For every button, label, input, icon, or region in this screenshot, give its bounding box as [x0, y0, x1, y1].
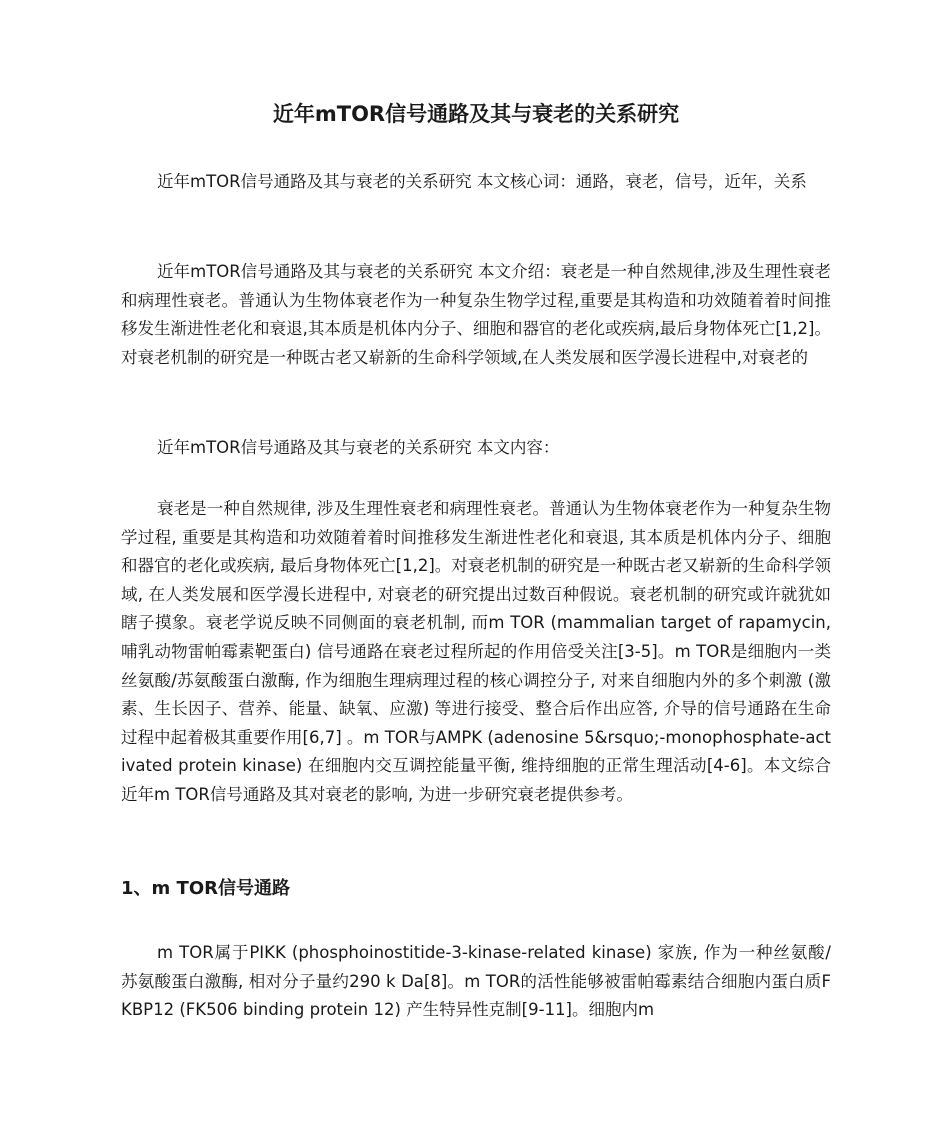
body-paragraph: 衰老是一种自然规律, 涉及生理性衰老和病理性衰老。普通认为生物体衰老作为一种复杂生物学过程, 重要是其构造和功效随着着时间推移发生渐进性老化和衰退, 其本质是机体内分子、细胞和器官的老化或疾病, 最后身物体死亡[1,2]。对衰老机制的研究是一种既古老又崭新的生命科学领域, 在人类发展和医学漫长进程中, 对衰老的研究提出过数百种假说。衰老机制的研究或许就犹如瞎子摸象。衰老学说反映不同侧面的衰老机制, 而m TOR (mammalian target of rapamycin, 哺乳动物雷帕霉素靶蛋白) 信号通路在衰老过程所起的作用倍受关注[3-5]。m TOR是细胞内一类丝氨酸/苏氨酸蛋白激酶, 作为细胞生理病理过程的核心调控分子, 对来自细胞内外的多个刺激 (激素、生长因子、营养、能量、缺氧、应激) 等进行接受、整合后作出应答, 介导的信号通路在生命过程中起着极其重要作用[6,7] 。m TOR与AMPK (adenosine 5&rsquo;-monophosphate-activated protein kinase) 在细胞内交互调控能量平衡, 维持细胞的正常生理活动[4-6]。本文综合近年m TOR信号通路及其对衰老的影响, 为进一步研究衰老提供参考。 [121, 499, 831, 804]
intro-paragraph: 近年mTOR信号通路及其与衰老的关系研究 本文介绍：衰老是一种自然规律,涉及生理性衰老和病理性衰老。普通认为生物体衰老作为一种复杂生物学过程,重要是其构造和功效随着着时间推移发生渐进性老化和衰退,其本质是机体内分子、细胞和器官的老化或疾病,最后身物体死亡[1,2]。对衰老机制的研究是一种既古老又崭新的生命科学领域,在人类发展和医学漫长进程中,对衰老的 [121, 262, 831, 367]
document-title: 近年mTOR信号通路及其与衰老的关系研究 [272, 102, 680, 126]
section-heading: 1、m TOR信号通路 [121, 878, 290, 899]
keywords-paragraph: 近年mTOR信号通路及其与衰老的关系研究 本文核心词：通路，衰老，信号，近年，关系 [157, 172, 807, 191]
section-paragraph: m TOR属于PIKK (phosphoinostitide-3-kinase-related kinase) 家族, 作为一种丝氨酸/苏氨酸蛋白激酶, 相对分子量约290 k Da[8]。m TOR的活性能够被雷帕霉素结合细胞内蛋白质FKBP12 (FK506 binding protein 12) 产生特异性克制[9-11]。细胞内m [121, 943, 831, 1020]
content-label: 近年mTOR信号通路及其与衰老的关系研究 本文内容： [157, 438, 560, 457]
